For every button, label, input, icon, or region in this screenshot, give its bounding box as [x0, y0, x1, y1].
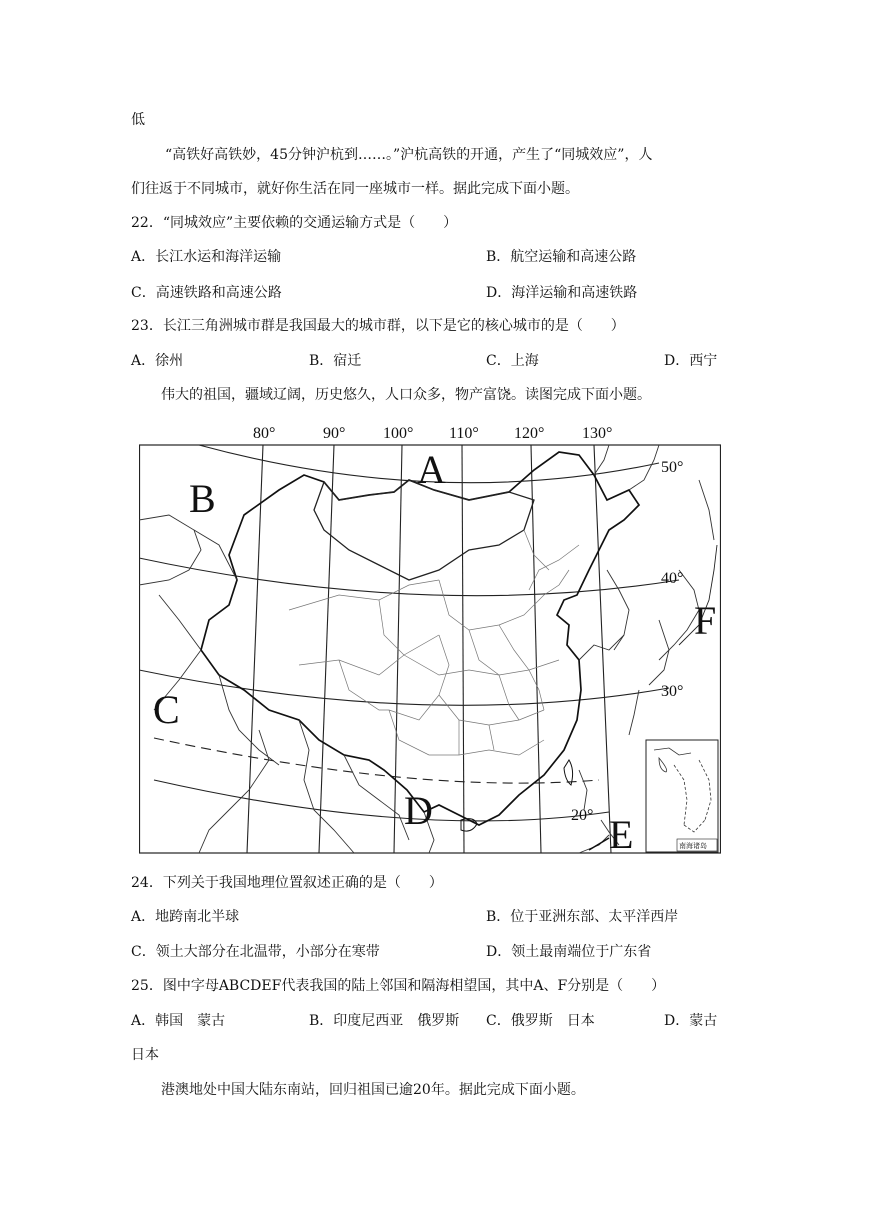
q24-option-c[interactable]: C．领土大部分在北温带，小部分在寒带 [131, 944, 380, 960]
latitude-label-50: 50° [661, 459, 684, 476]
map-letter-b: B [189, 476, 216, 521]
map-letter-c: C [153, 687, 180, 732]
longitude-label-110: 110° [449, 425, 479, 442]
map-letter-d: D [404, 788, 433, 833]
text-fragment-low: 低 [131, 112, 145, 128]
q22-option-d[interactable]: D．海洋运输和高速铁路 [486, 285, 638, 301]
passage-1-line-1: “高铁好高铁妙，45分钟沪杭到……。”沪杭高铁的开通，产生了“同城效应”，人 [165, 147, 653, 163]
q23-option-d[interactable]: D．西宁 [664, 353, 718, 369]
q22-option-a[interactable]: A．长江水运和海洋运输 [131, 249, 282, 265]
south-china-sea-inset [646, 740, 718, 852]
longitude-label-100: 100° [383, 425, 414, 442]
latitude-label-30: 30° [661, 683, 684, 700]
q24-option-b[interactable]: B．位于亚洲东部、太平洋西岸 [486, 909, 679, 925]
passage-2-intro: 伟大的祖国，疆域辽阔，历史悠久，人口众多，物产富饶。读图完成下面小题。 [161, 387, 651, 403]
passage-1-line-2: 们往返于不同城市，就好你生活在同一座城市一样。据此完成下面小题。 [131, 181, 579, 197]
longitude-label-90: 90° [323, 425, 346, 442]
longitude-label-130: 130° [582, 425, 613, 442]
longitude-label-80: 80° [253, 425, 276, 442]
q25-option-a[interactable]: A．韩国 蒙古 [131, 1013, 226, 1029]
longitude-label-120: 120° [514, 425, 545, 442]
latitude-label-20: 20° [571, 807, 594, 824]
q23-option-a[interactable]: A．徐州 [131, 353, 184, 369]
question-24: 24．下列关于我国地理位置叙述正确的是（ ） [131, 875, 443, 891]
question-25: 25．图中字母ABCDEF代表我国的陆上邻国和隔海相望国，其中A、F分别是（ ） [131, 978, 666, 994]
passage-3-intro: 港澳地处中国大陆东南站，回归祖国已逾20年。据此完成下面小题。 [161, 1082, 585, 1098]
latitude-label-40: 40° [661, 570, 684, 587]
q23-option-b[interactable]: B．宿迁 [309, 353, 362, 369]
map-letter-f: F [694, 598, 717, 643]
q22-option-b[interactable]: B．航空运输和高速公路 [486, 249, 637, 265]
q24-option-d[interactable]: D．领土最南端位于广东省 [486, 944, 652, 960]
q23-option-c[interactable]: C．上海 [486, 353, 539, 369]
q25-option-c[interactable]: C．俄罗斯 日本 [486, 1013, 595, 1029]
map-letter-e: E [609, 812, 634, 854]
q25-option-d[interactable]: D．蒙古 [664, 1013, 718, 1029]
china-map-figure [139, 420, 721, 854]
q25-option-d-wrap: 日本 [131, 1047, 159, 1063]
question-23: 23．长江三角洲城市群是我国最大的城市群，以下是它的核心城市的是（ ） [131, 318, 625, 334]
inset-label: 南海诸岛 [679, 842, 707, 850]
map-letter-a: A [417, 447, 446, 492]
q25-option-b[interactable]: B．印度尼西亚 俄罗斯 [309, 1013, 460, 1029]
map-svg [139, 420, 721, 854]
q24-option-a[interactable]: A．地跨南北半球 [131, 909, 240, 925]
q22-option-c[interactable]: C．高速铁路和高速公路 [131, 285, 282, 301]
question-22: 22．“同城效应”主要依赖的交通运输方式是（ ） [131, 215, 458, 231]
